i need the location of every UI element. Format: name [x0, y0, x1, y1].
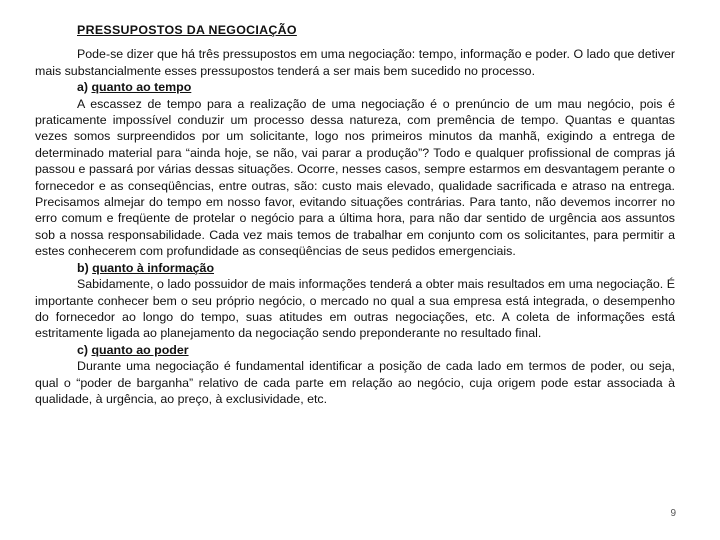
section-marker: c) [77, 342, 89, 357]
section-heading-text: quanto ao poder [91, 342, 189, 357]
section-marker: a) [77, 80, 89, 95]
intro-paragraph: Pode-se dizer que há três pressupostos em uma negociação: tempo, informação e poder. O lado que detiver mais substancialmente esses pressupostos tenderá a ser mais bem sucedido no processo. [35, 47, 675, 78]
section-heading-tempo [35, 79, 675, 95]
section-heading-text: quanto à informação [92, 260, 215, 275]
section-heading-informacao [35, 260, 675, 276]
section-body-tempo: A escassez de tempo para a realização de uma negociação é o prenúncio de um mau negócio, pois é praticamente impossível conduzir um processo dessa natureza, com premência de tempo. Quantas e quantas vezes somos surpreendidos por um solicitante, logo nos primeiros minutos da manhã, exigindo a entrega de determinado material para “ainda hoje, se não, vai parar a produção”? Todo e qualquer profissional de compras já passou e passará por várias dessas situações. Ocorre, nesses casos, sempre estarmos em desvantagem perante o fornecedor e as conseqüências, entre outras, são: custo mais elevado, qualidade sacrificada e atraso na entrega. Precisamos almejar do tempo em nosso favor, evitando situações contrárias. Para tanto, não devemos incorrer no erro comum e freqüente de protelar o negócio para a última hora, para não dar sentido de urgência aos assuntos sob a nossa responsabilidade. Cada vez mais temos de trabalhar em conjunto com os solicitantes, para permitir a estes conhecerem com profundidade as conseqüências de seus pedidos emergenciais. [35, 96, 675, 259]
section-heading-poder [35, 342, 675, 358]
document-title: PRESSUPOSTOS DA NEGOCIAÇÃO [77, 23, 297, 37]
page-number: 9 [670, 508, 676, 519]
section-body-informacao: Sabidamente, o lado possuidor de mais informações tenderá a obter mais resultados em uma negociação. É importante conhecer bem o seu próprio negócio, o mercado no qual a sua empresa está integrada, o desempenho do fornecedor ao longo do tempo, suas atitudes em outras negociações, etc. A coleta de informações está estritamente ligada ao planejamento da negociação sendo preponderante no resultado final. [35, 277, 675, 341]
section-body-poder: Durante uma negociação é fundamental identificar a posição de cada lado em termos de poder, ou seja, qual o “poder de barganha” relativo de cada parte em relação ao negócio, cuja origem pode estar associada à qualidade, à urgência, ao preço, à exclusividade, etc. [35, 359, 675, 406]
section-marker: b) [77, 260, 89, 275]
document-body [35, 22, 675, 407]
section-heading-text: quanto ao tempo [91, 80, 192, 95]
